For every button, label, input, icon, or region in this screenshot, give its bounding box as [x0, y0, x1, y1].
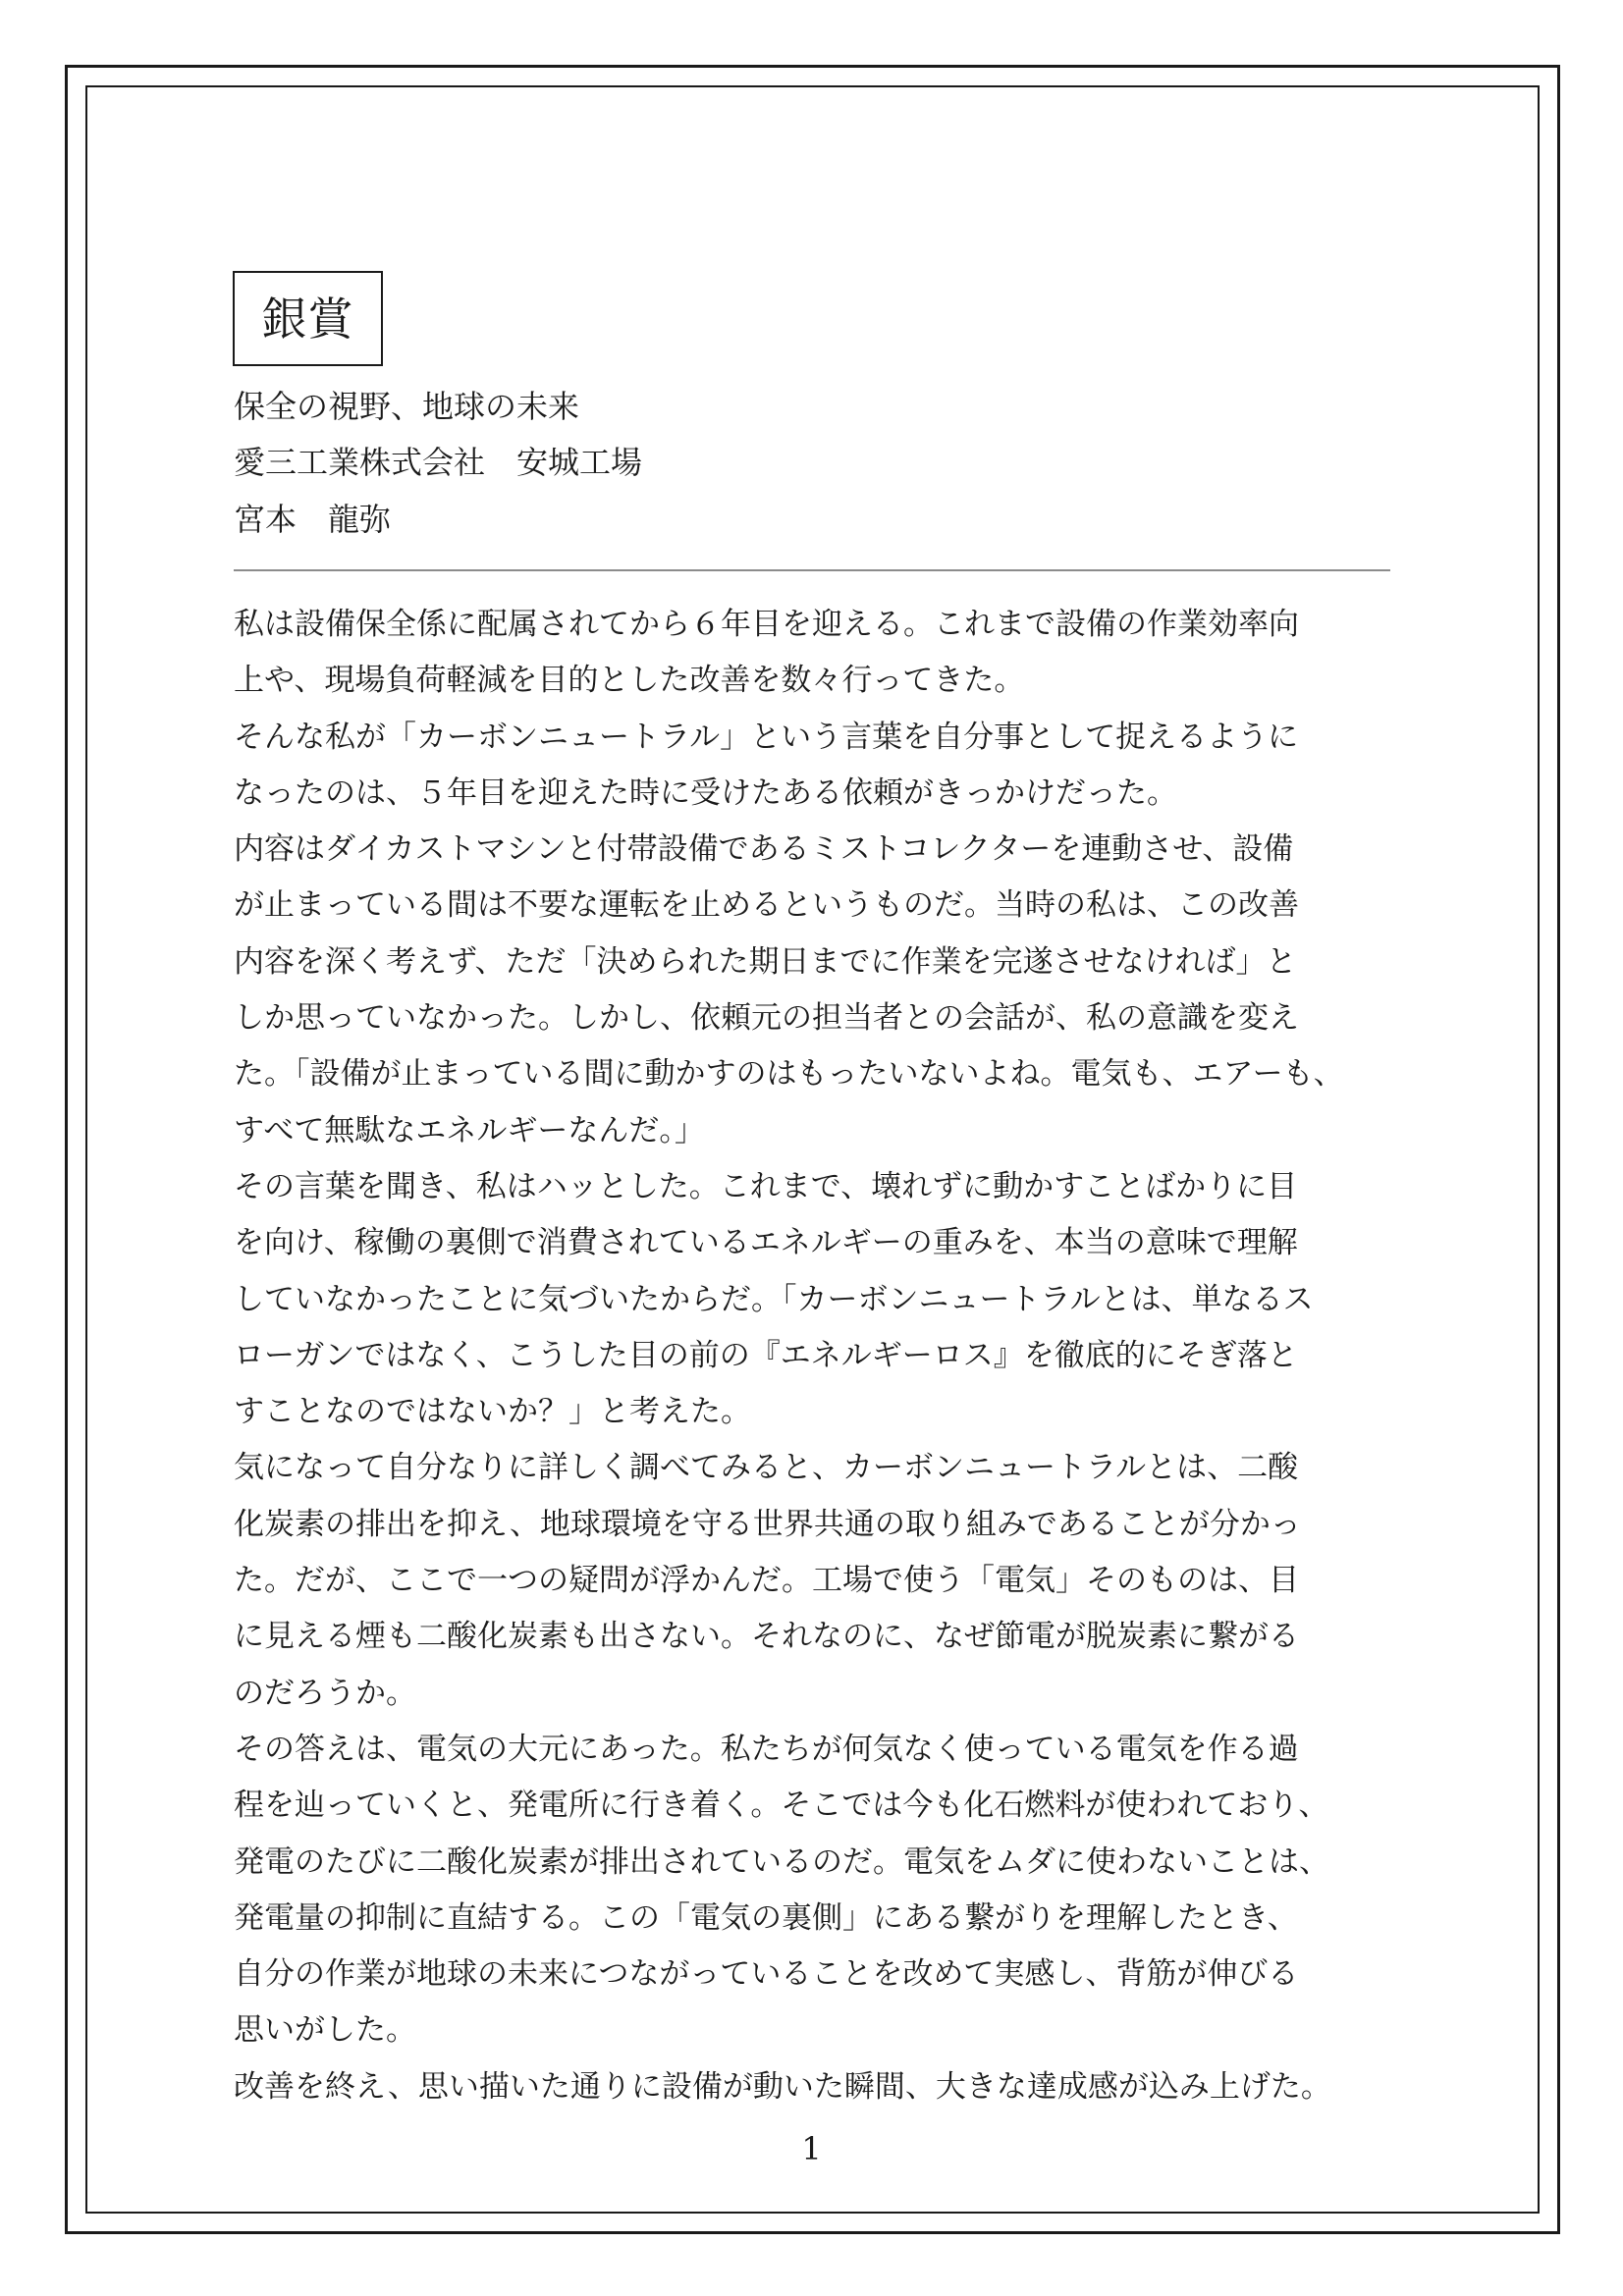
author-name: 宮本 龍弥	[234, 501, 392, 538]
body-line: 私は設備保全係に配属されてから６年目を迎える。これまで設備の作業効率向	[234, 607, 1299, 642]
award-label: 銀賞	[261, 292, 354, 346]
body-line: た。だが、ここで一つの疑問が浮かんだ。工場で使う「電気」そのものは、目	[234, 1563, 1299, 1599]
body-line: していなかったことに気づいたからだ。「カーボンニュートラルとは、単なるス	[234, 1281, 1314, 1317]
body-line: 上や、現場負荷軽減を目的とした改善を数々行ってきた。	[234, 663, 1025, 699]
award-label-box	[233, 271, 383, 366]
body-line: そんな私が「カーボンニュートラル」という言葉を自分事として捉えるように	[234, 719, 1299, 755]
body-line: 程を辿っていくと、発電所に行き着く。そこでは今も化石燃料が使われており、	[234, 1788, 1329, 1824]
body-line: 気になって自分なりに詳しく調べてみると、カーボンニュートラルとは、二酸	[234, 1450, 1299, 1486]
body-line: 内容を深く考えず、ただ「決められた期日までに作業を完遂させなければ」と	[234, 943, 1297, 980]
body-line: すことなのではないか？」と考えた。	[234, 1394, 751, 1430]
body-line: なったのは、５年目を迎えた時に受けたある依頼がきっかけだった。	[234, 774, 1177, 811]
body-line: のだろうか。	[234, 1675, 416, 1711]
body-line: 発電量の抑制に直結する。この「電気の裏側」にある繋がりを理解したとき、	[234, 1899, 1298, 1936]
body-line: に見える煙も二酸化炭素も出さない。それなのに、なぜ節電が脱炭素に繋がる	[234, 1619, 1299, 1655]
body-line: 改善を終え、思い描いた通りに設備が動いた瞬間、大きな達成感が込み上げた。	[234, 2068, 1331, 2105]
essay-body	[234, 597, 1397, 2115]
body-line: その答えは、電気の大元にあった。私たちが何気なく使っている電気を作る過	[234, 1731, 1299, 1767]
body-line: 思いがした。	[234, 2012, 416, 2049]
company-name: 愛三工業株式会社 安城工場	[234, 444, 643, 481]
body-line: その言葉を聞き、私はハッとした。これまで、壊れずに動かすことばかりに目	[234, 1168, 1298, 1204]
body-line: すべて無駄なエネルギーなんだ。」	[234, 1112, 705, 1148]
body-line: ローガンではなく、こうした目の前の『エネルギーロス』を徹底的にそぎ落と	[234, 1337, 1298, 1373]
body-line: が止まっている間は不要な運転を止めるというものだ。当時の私は、この改善	[234, 887, 1299, 924]
body-line: しか思っていなかった。しかし、依頼元の担当者との会話が、私の意識を変え	[234, 1000, 1299, 1037]
body-line: 発電のたびに二酸化炭素が排出されているのだ。電気をムダに使わないことは、	[234, 1843, 1329, 1880]
body-line: た。「設備が止まっている間に動かすのはもったいないよね。電気も、エアーも、	[234, 1056, 1344, 1093]
body-line: 自分の作業が地球の未来につながっていることを改めて実感し、背筋が伸びる	[234, 1956, 1299, 1993]
page-number: 1	[801, 2130, 822, 2167]
body-line: 内容はダイカストマシンと付帯設備であるミストコレクターを連動させ、設備	[234, 831, 1294, 868]
header-separator	[234, 569, 1390, 571]
body-line: 化炭素の排出を抑え、地球環境を守る世界共通の取り組みであることが分かっ	[234, 1506, 1301, 1542]
body-line: を向け、稼働の裏側で消費されているエネルギーの重みを、本当の意味で理解	[234, 1225, 1298, 1261]
essay-title: 保全の視野、地球の未来	[234, 388, 580, 425]
